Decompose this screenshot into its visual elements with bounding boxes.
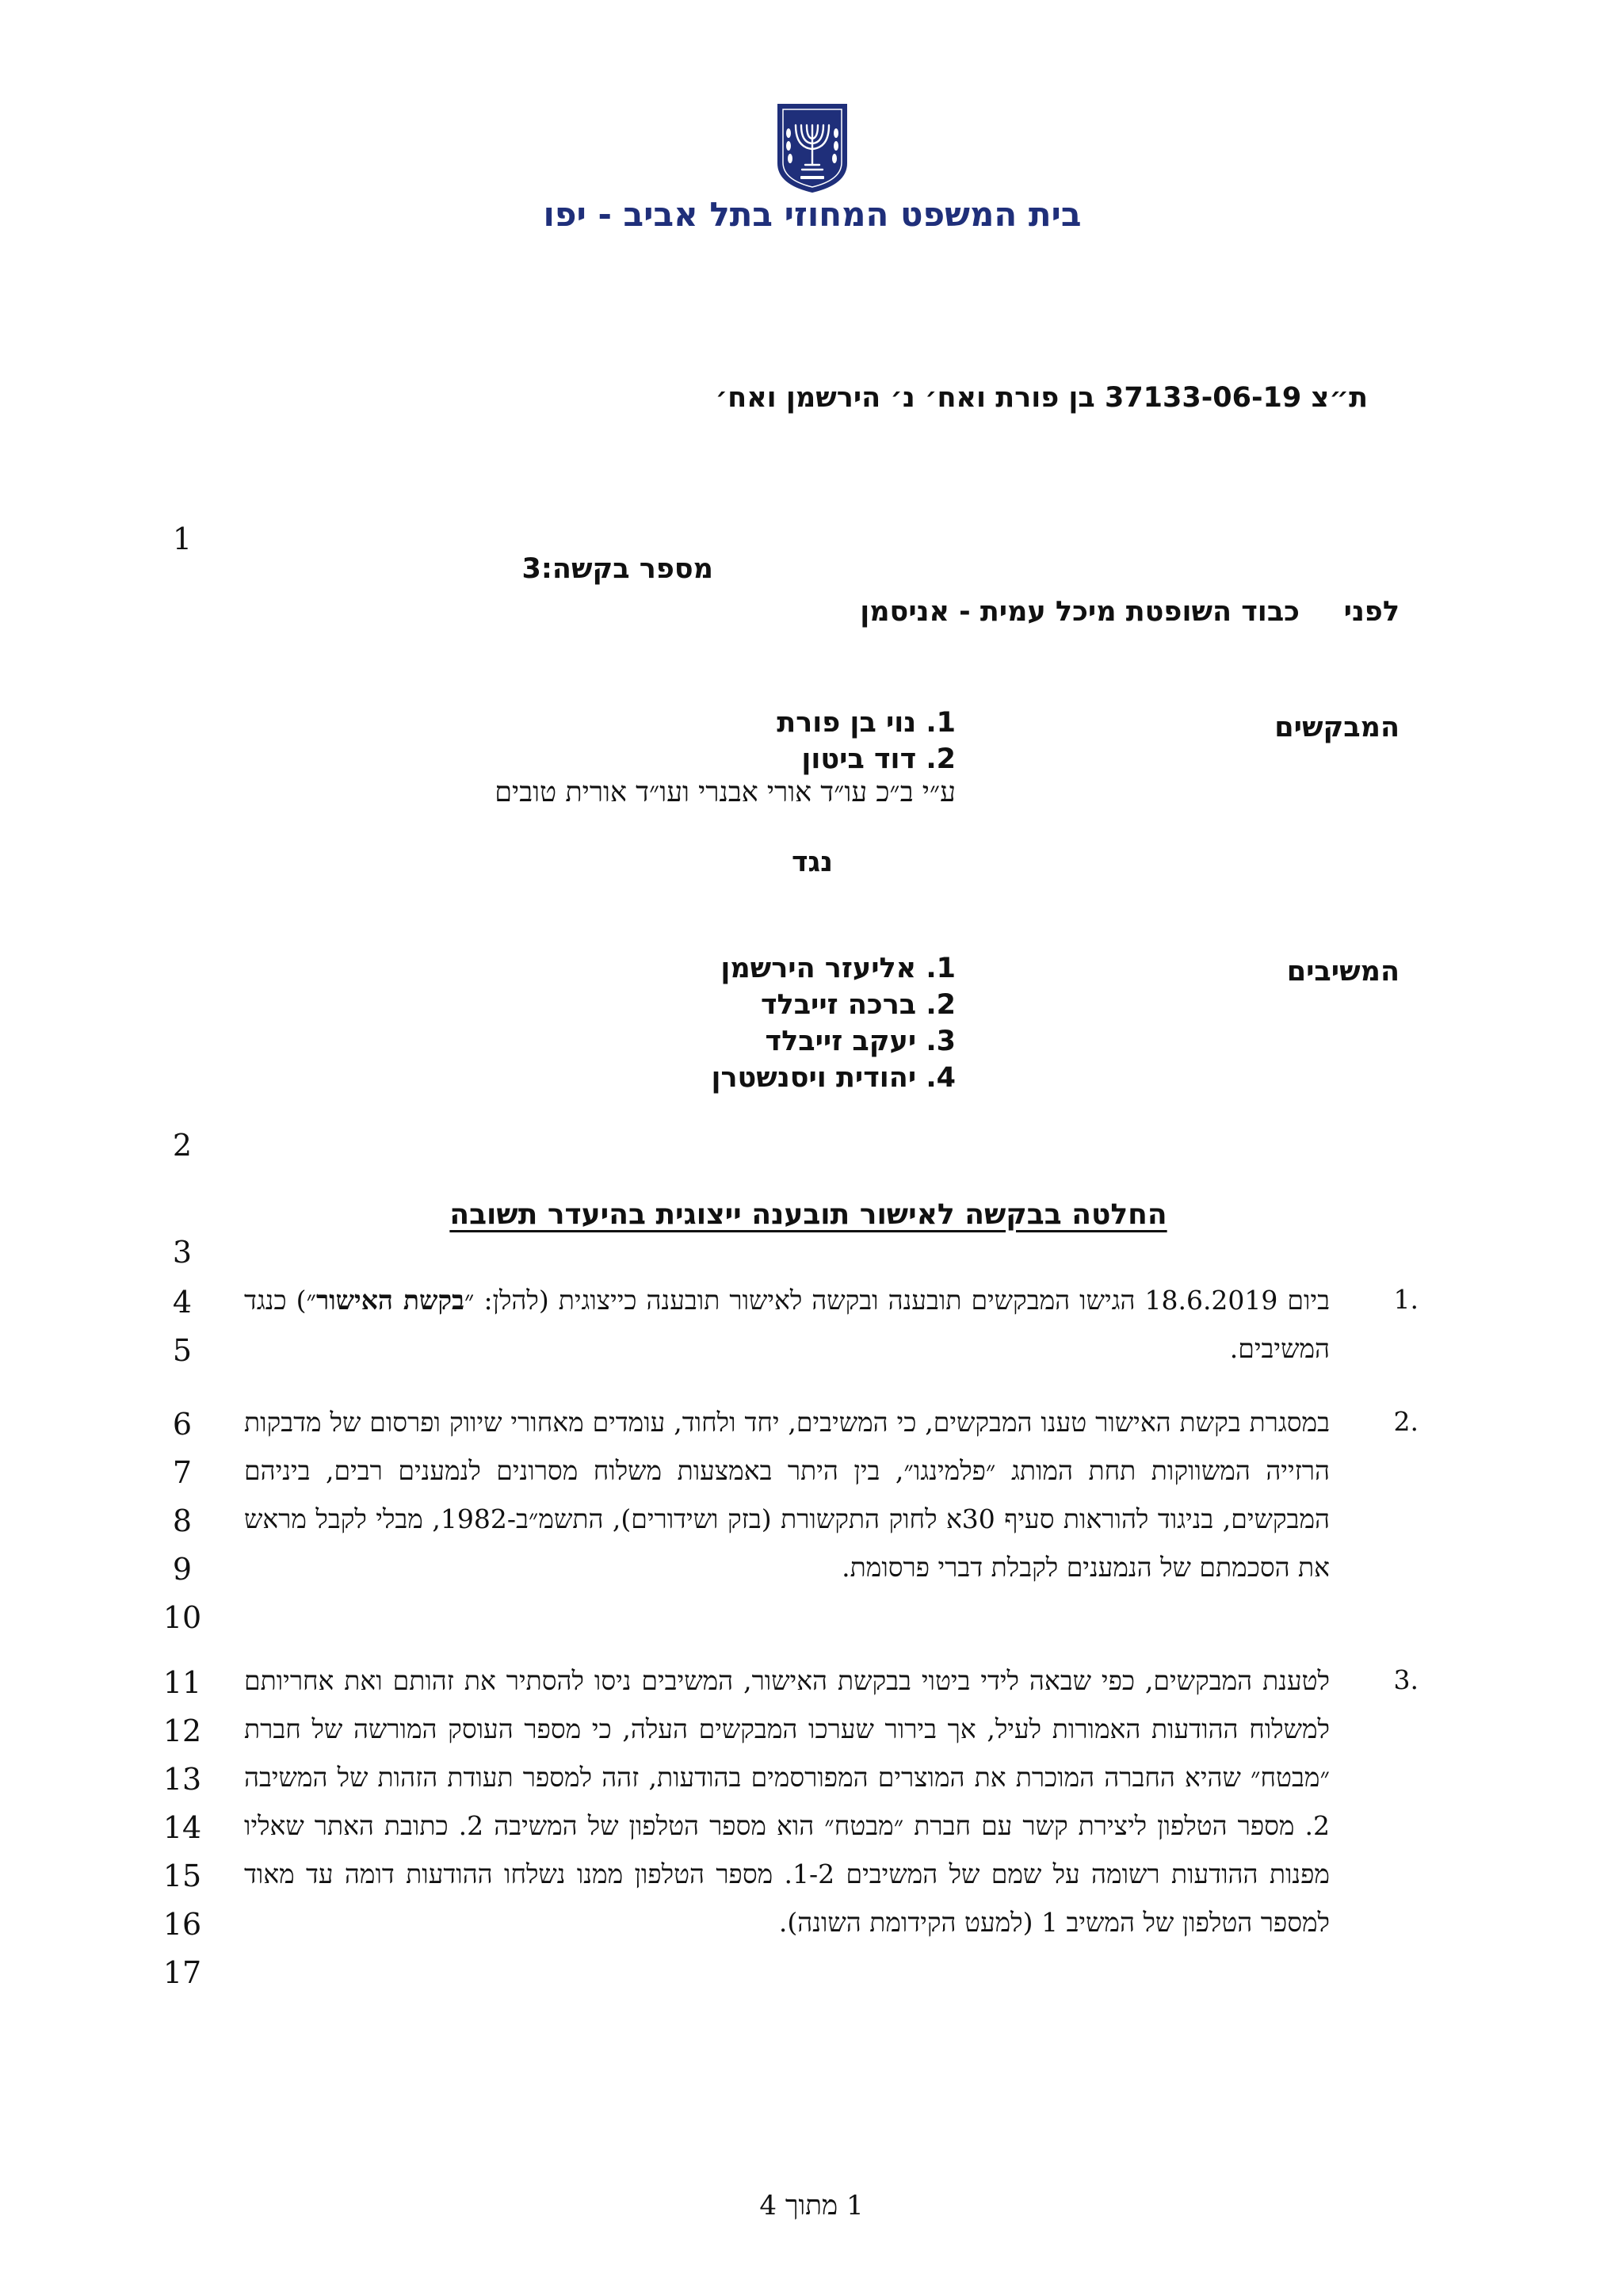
court-name: בית המשפט המחוזי בתל אביב - יפו	[543, 195, 1082, 234]
paragraph-text: ״) כנגד המשיבים.	[244, 1285, 1330, 1364]
line-number: 15	[162, 1859, 202, 1893]
line-number: 12	[162, 1713, 202, 1748]
paragraph-number: 1.	[1393, 1284, 1419, 1315]
versus-label: נגד	[791, 846, 834, 878]
defined-term: בקשת האישור	[316, 1285, 464, 1316]
paragraph-number: 3.	[1393, 1664, 1419, 1695]
line-number: 3	[172, 1235, 193, 1270]
decision-title-text: החלטה בבקשה לאישור תובענה ייצוגית בהיעדר תשובה	[449, 1198, 1167, 1231]
line-number: 4	[172, 1285, 193, 1320]
line-number: 14	[162, 1810, 202, 1845]
respondent-item: 3. יעקב זייבלד	[765, 1026, 956, 1057]
applicants-label: המבקשים	[1274, 712, 1400, 743]
line-number: 13	[162, 1762, 202, 1797]
paragraph-3: לטענת המבקשים, כפי שבאה לידי ביטוי בבקשת האישור, המשיבים ניסו להסתיר את זהותם ואת אחריותם למשלוח ההודעות האמורות לעיל, אך בירור שערכו המבקשים העלה, כי מספר העוסק המורשה של חברת ״מבטח״ שהיא החברה המוכרת את המוצרים המפורסמים בהודעות, זהה למספר תעודת הזהות של המשיבה 2. מספר הטלפון ליצירת קשר עם חברת ״מבטח״ הוא מספר הטלפון של המשיבה 2. כתובת האתר שאליו מפנות ההודעות רשומה על שמם של המשיבים 1-2. מספר הטלפון ממנו נשלחו ההודעות דומה עד מאוד למספר הטלפון של המשיב 1 (למעט הקידומת השונה).	[244, 1665, 1330, 1938]
line-number: 1	[172, 521, 193, 556]
paragraph-1	[244, 1276, 1330, 1373]
line-number: 10	[162, 1600, 202, 1635]
applicant-item: 1. נוי בן פורת	[777, 707, 956, 739]
line-number: 9	[172, 1552, 193, 1587]
page-indicator: 1 מתוך 4	[759, 2190, 864, 2222]
respondent-item: 2. ברכה זייבלד	[760, 989, 956, 1021]
before-label: לפני	[1343, 596, 1400, 628]
judge-name: כבוד השופטת מיכל עמית - אניסמן	[860, 596, 1300, 628]
line-number: 7	[172, 1455, 193, 1490]
line-number: 16	[162, 1907, 202, 1942]
line-number: 2	[172, 1128, 193, 1163]
case-reference: ת״צ 37133-06-19 בן פורת ואח׳ נ׳ הירשמן ואח׳	[715, 382, 1368, 414]
request-number: מספר בקשה:3	[521, 553, 713, 585]
paragraph-2: במסגרת בקשת האישור טענו המבקשים, כי המשיבים, יחד ולחוד, עומדים מאחורי שיווק ופרסום של מדבקות הרזייה המשווקות תחת המותג ״פלמינגו״, בין היתר באמצעות משלוח מסרונים לנמענים רבים, ביניהם המבקשים, בניגוד להוראות סעיף 30א לחוק התקשורת (בזק ושידורים), התשמ״ב-1982, מבלי לקבל מראש את הסכמתם של הנמענים לקבלת דברי פרסומת.	[244, 1407, 1331, 1583]
applicants-counsel: ע״י ב״כ עו״ד אורי אבנרי ועו״ד אורית טובים	[495, 777, 956, 808]
line-number: 5	[172, 1333, 193, 1368]
decision-title	[333, 1198, 1284, 1231]
paragraph-number: 2.	[1393, 1406, 1419, 1437]
paragraph-text: ביום 18.6.2019 הגישו המבקשים תובענה ובקשה לאישור תובענה כייצוגית (להלן: ״	[464, 1285, 1331, 1316]
applicant-item: 2. דוד ביטון	[801, 743, 956, 775]
respondent-item: 4. יהודית ויסנשטרן	[711, 1062, 956, 1094]
line-number: 8	[172, 1503, 193, 1538]
line-number: 17	[162, 1955, 202, 1990]
line-number: 6	[172, 1407, 193, 1442]
respondent-item: 1. אליעזר הירשמן	[720, 953, 956, 984]
state-emblem-logo	[775, 101, 850, 195]
line-number: 11	[162, 1665, 202, 1700]
respondents-label: המשיבים	[1286, 956, 1400, 988]
